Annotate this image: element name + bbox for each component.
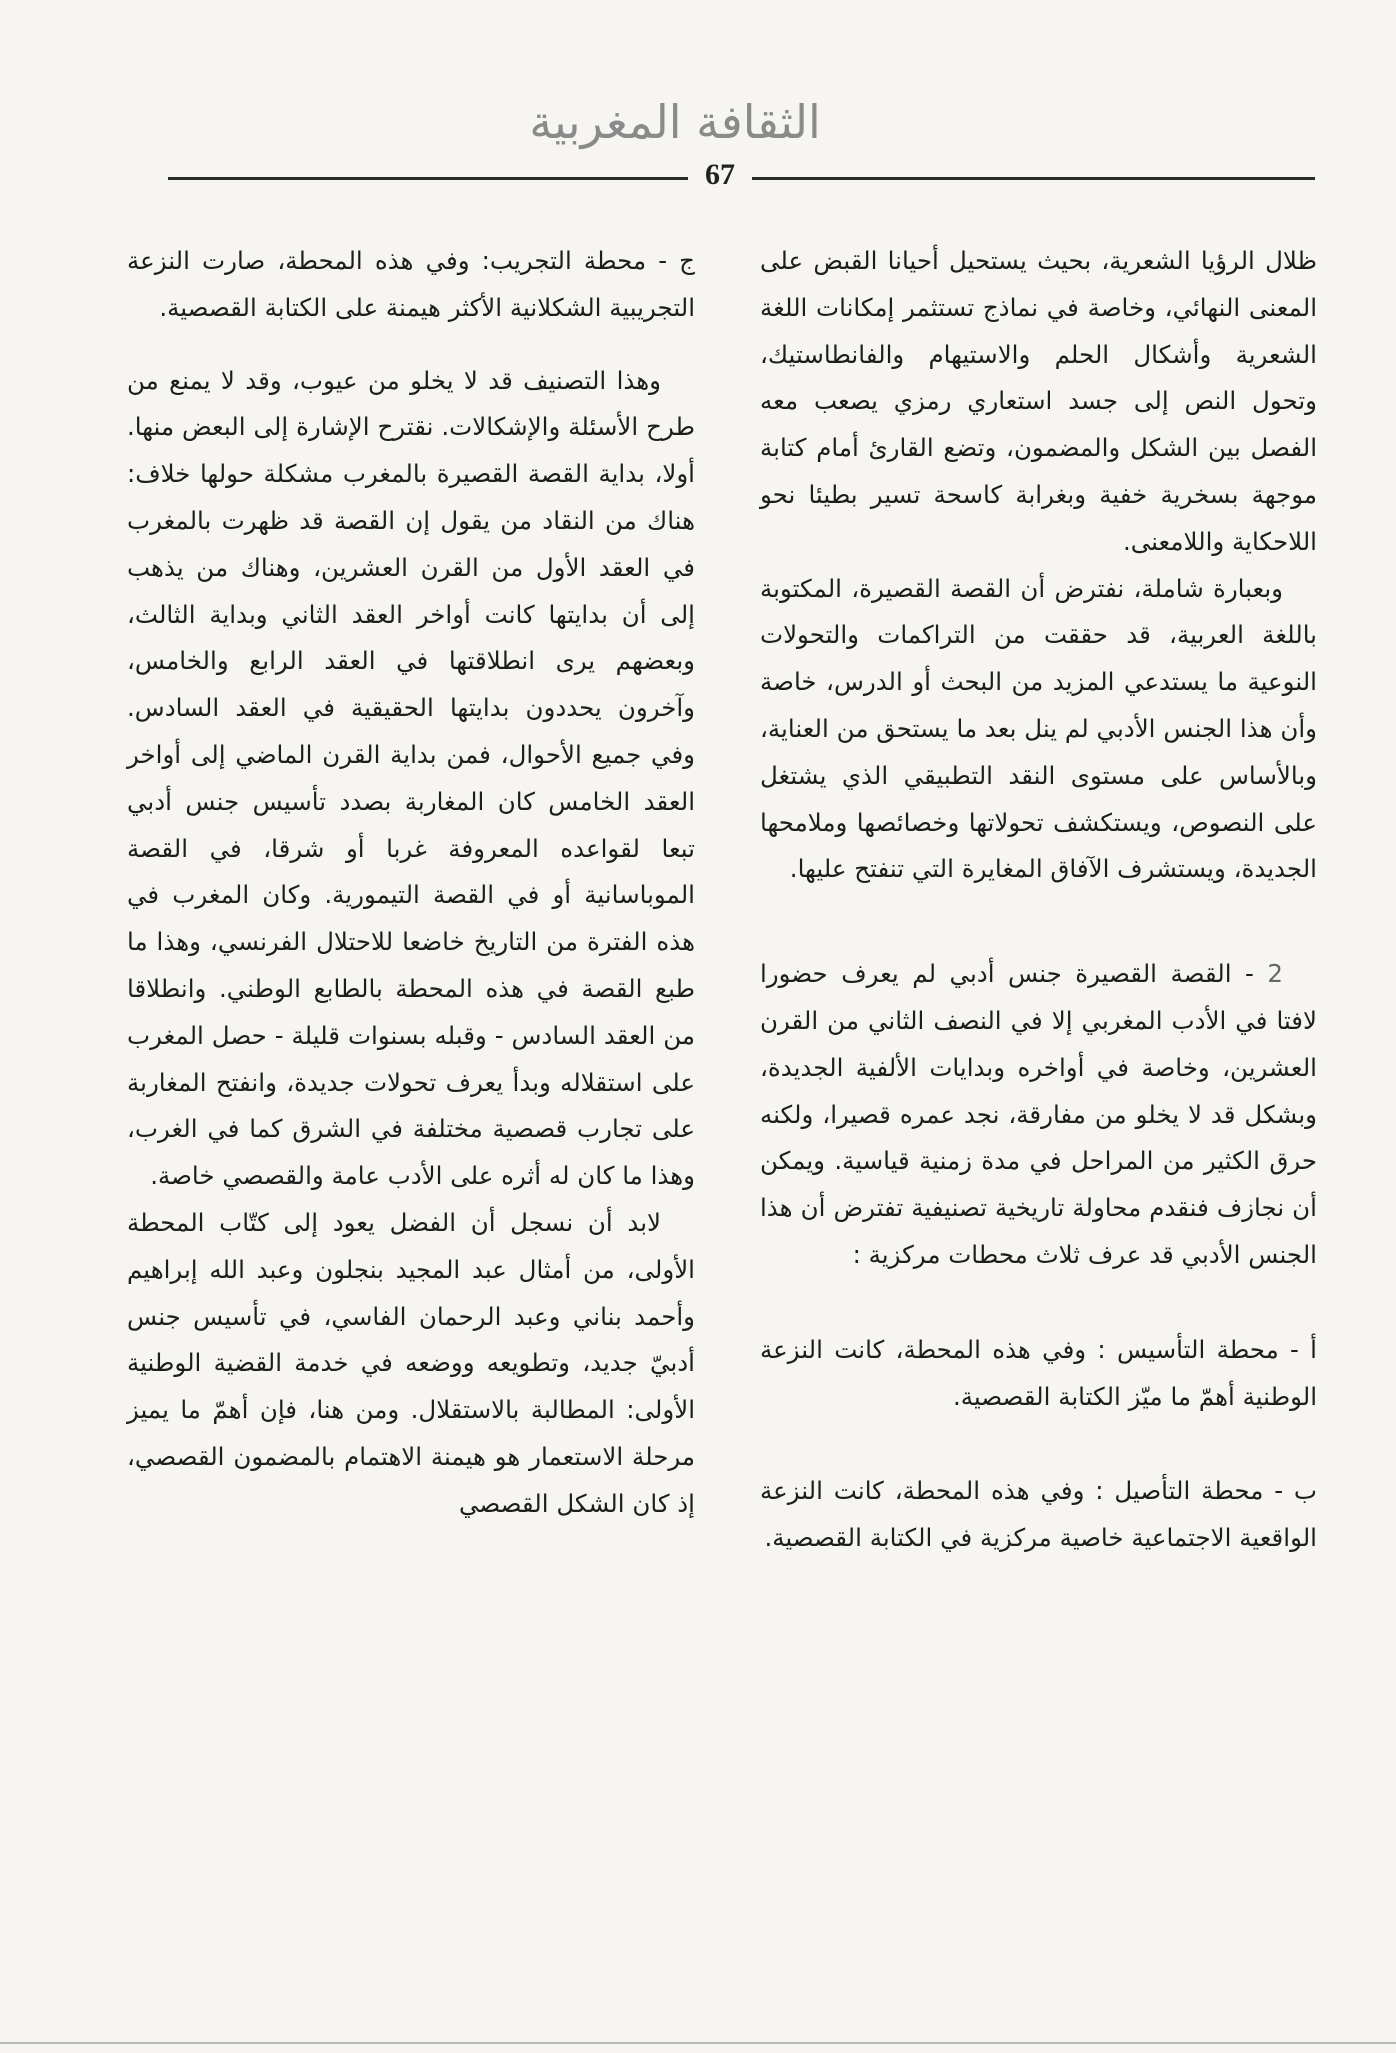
list-item: أ - محطة التأسيس : وفي هذه المحطة، كانت النزعة الوطنية أهمّ ما ميّز الكتابة القصصية. [760,1334,1317,1411]
list-item: ج - محطة التجريب: وفي هذه المحطة، صارت النزعة التجريبية الشكلانية الأكثر هيمنة على الكتابة القصصية. [127,246,695,322]
paragraph-gap [127,332,695,358]
paragraph-gap [760,893,1317,951]
right-column [760,238,1317,1562]
paragraph: وهذا التصنيف قد لا يخلو من عيوب، وقد لا يمنع من طرح الأسئلة والإشكالات. نقترح الإشارة إلى البعض منها. أولا، بداية القصة القصيرة بالمغرب مشكلة حولها خلاف: هناك من النقاد من يقول إن القصة قد ظهرت بالمغرب في العقد الأول من القرن العشرين، وهناك من يذهب إلى أن بدايتها كانت أواخر العقد الثاني وبداية الثالث، وبعضهم يرى انطلاقتها في العقد الرابع والخامس، وآخرون يحددون بدايتها الحقيقية في العقد السادس. وفي جميع الأحوال، فمن بداية القرن الماضي إلى أواخر العقد الخامس كان المغاربة بصدد تأسيس جنس أدبي تبعا لقواعده المعروفة غربا أو شرقا، في القصة الموباسانية أو في القصة التيمورية. وكان المغرب في هذه الفترة من التاريخ خاضعا للاحتلال الفرنسي، وهذا ما طبع القصة في هذه المحطة بالطابع الوطني. وانطلاقا من العقد السادس - وقبله بسنوات قليلة - حصل المغرب على استقلاله وبدأ يعرف تحولات جديدة، وانفتح المغاربة على تجارب قصصية مختلفة في الشرق كما في الغرب، وهذا ما كان له أثره على الأدب عامة والقصصي خاصة. [127,365,695,1191]
header-rule-left [168,177,688,180]
paragraph-gap [760,1279,1317,1327]
header-rule-right [752,177,1315,180]
paragraph: ظلال الرؤيا الشعرية، بحيث يستحيل أحيانا القبض على المعنى النهائي، وخاصة في نماذج تستثمر إمكانات اللغة الشعرية وأشكال الحلم والاستيهام والفانطاستيك، وتحول النص إلى جسد استعاري رمزي يصعب معه الفصل بين الشكل والمضمون، وتضع القارئ أمام كتابة موجهة بسخرية خفية وبغرابة كاسحة تسير بطيئا نحو اللاحكاية واللامعنى. [760,246,1317,556]
list-item: ب - محطة التأصيل : وفي هذه المحطة، كانت النزعة الواقعية الاجتماعية خاصية مركزية في الكتابة القصصية. [760,1476,1317,1553]
page-number: 67 [705,158,735,191]
section-paragraph [760,951,1317,1279]
section-number: 2 [1267,959,1283,989]
paragraph-gap [760,1420,1317,1468]
paragraph: لابد أن نسجل أن الفضل يعود إلى كتّاب المحطة الأولى، من أمثال عبد المجيد بنجلون وعبد الله إبراهيم وأحمد بناني وعبد الرحمان الفاسي، في تأسيس جنس أدبيّ جديد، وتطويعه ووضعه في خدمة القضية الوطنية الأولى: المطالبة بالاستقلال. ومن هنا، فإن أهمّ ما يميز مرحلة الاستعمار هو هيمنة الاهتمام بالمضمون القصصي، إذ كان الشكل القصصي [127,1207,695,1518]
left-column [127,238,695,1528]
scan-bottom-edge [0,2042,1396,2044]
journal-title: الثقافة المغربية [529,95,821,149]
paragraph: وبعبارة شاملة، نفترض أن القصة القصيرة، المكتوبة باللغة العربية، قد حققت من التراكمات والتحولات النوعية ما يستدعي المزيد من البحث أو الدرس، خاصة وأن هذا الجنس الأدبي لم ينل بعد ما يستحق من العناية، وبالأساس على مستوى النقد التطبيقي الذي يشتغل على النصوص، ويستكشف تحولاتها وخصائصها وملامحها الجديدة، ويستشرف الآفاق المغايرة التي تنفتح عليها. [760,573,1317,884]
paragraph-text: - القصة القصيرة جنس أدبي لم يعرف حضورا لافتا في الأدب المغربي إلا في النصف الثاني من القرن العشرين، وخاصة في أواخره وبدايات الألفية الجديدة، وبشكل قد لا يخلو من مفارقة، نجد عمره قصيرا، ولكنه حرق الكثير من المراحل في مدة زمنية قياسية. ويمكن أن نجازف فنقدم محاولة تاريخية تصنيفية تفترض أن هذا الجنس الأدبي قد عرف ثلاث محطات مركزية : [760,959,1317,1269]
